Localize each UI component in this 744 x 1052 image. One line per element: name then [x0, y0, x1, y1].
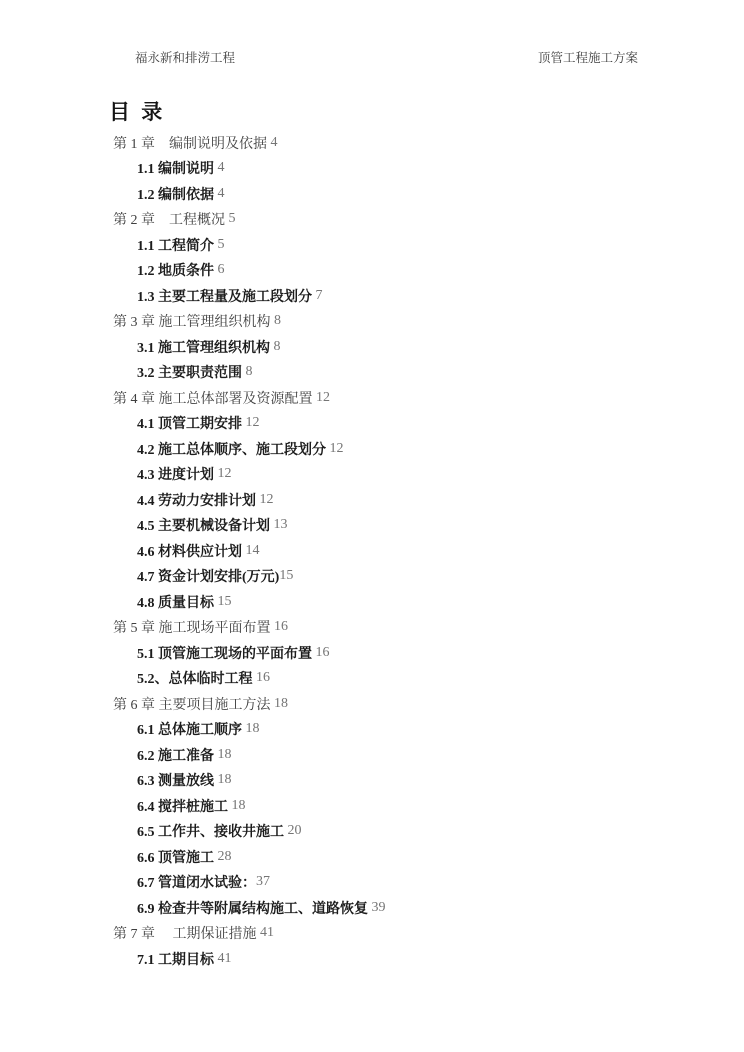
toc-entry-page-number: 37 — [256, 874, 270, 890]
toc-entry-section[interactable] — [113, 589, 638, 615]
toc-entry-section[interactable] — [113, 156, 638, 182]
toc-entry-page-number: 20 — [287, 823, 302, 839]
toc-entry-chapter[interactable] — [113, 921, 638, 947]
toc-entry-label: 6.5 工作井、接收井施工 — [137, 825, 284, 841]
toc-entry-section[interactable] — [113, 334, 638, 360]
toc-entry-page-number: 4 — [270, 134, 278, 150]
toc-entry-page-number: 39 — [371, 899, 386, 915]
toc-entry-page-number: 28 — [217, 848, 232, 864]
toc-entry-page-number: 13 — [273, 517, 288, 533]
toc-entry-label: 第 7 章 工期保证措施 — [113, 927, 257, 943]
toc-entry-page-number: 14 — [245, 542, 260, 558]
toc-entry-page-number: 18 — [217, 772, 232, 788]
toc-entry-label: 4.7 资金计划安排(万元) — [137, 570, 280, 586]
toc-entry-label: 5.2、总体临时工程 — [137, 672, 253, 688]
toc-entry-section[interactable] — [113, 895, 638, 921]
toc-entry-label: 1.1 编制说明 — [137, 162, 214, 178]
toc-entry-section[interactable] — [113, 793, 638, 819]
toc-entry-label: 6.1 总体施工顺序 — [137, 723, 242, 739]
toc-entry-section[interactable] — [113, 283, 638, 309]
toc-entry-label: 6.7 管道闭水试验： — [137, 876, 256, 892]
toc-entry-section[interactable] — [113, 462, 638, 488]
toc-entry-page-number: 12 — [217, 466, 232, 482]
toc-entry-chapter[interactable] — [113, 207, 638, 233]
toc-entry-label: 6.4 搅拌桩施工 — [137, 799, 228, 815]
toc-entry-page-number: 18 — [245, 721, 260, 737]
toc-entry-section[interactable] — [113, 819, 638, 845]
toc-entry-chapter[interactable] — [113, 385, 638, 411]
toc-entry-label: 3.2 主要职责范围 — [137, 366, 242, 382]
toc-entry-page-number: 8 — [245, 364, 253, 380]
toc-entry-section[interactable] — [113, 742, 638, 768]
toc-entry-label: 6.9 检查井等附属结构施工、道路恢复 — [137, 901, 368, 917]
toc-entry-section[interactable] — [113, 411, 638, 437]
toc-entry-page-number: 8 — [273, 338, 281, 354]
toc-entry-label: 第 2 章 工程概况 — [113, 213, 225, 229]
toc-entry-page-number: 16 — [315, 644, 330, 660]
header-project-name: 福永新和排涝工程 — [135, 51, 236, 65]
page-title: 目 录 — [109, 100, 166, 124]
toc-entry-section[interactable] — [113, 870, 638, 896]
toc-entry-page-number: 18 — [231, 797, 246, 813]
toc-entry-label: 1.3 主要工程量及施工段划分 — [137, 289, 312, 305]
toc-entry-section[interactable] — [113, 666, 638, 692]
toc-entry-label: 4.1 顶管工期安排 — [137, 417, 242, 433]
toc-entry-section[interactable] — [113, 640, 638, 666]
toc-entry-page-number: 16 — [274, 619, 288, 635]
toc-entry-label: 1.2 编制依据 — [137, 187, 214, 203]
toc-entry-label: 第 6 章 主要项目施工方法 — [113, 697, 271, 713]
page-header — [113, 50, 638, 66]
toc-entry-label: 第 1 章 编制说明及依据 — [113, 136, 267, 152]
toc-entry-label: 6.2 施工准备 — [137, 748, 214, 764]
toc-entry-page-number: 5 — [228, 211, 236, 227]
toc-entry-page-number: 12 — [245, 415, 260, 431]
toc-entry-label: 第 4 章 施工总体部署及资源配置 — [113, 391, 313, 407]
toc-entry-page-number: 41 — [217, 950, 232, 966]
toc-entry-label: 6.3 测量放线 — [137, 774, 214, 790]
toc-entry-label: 第 5 章 施工现场平面布置 — [113, 621, 271, 637]
toc-entry-page-number: 15 — [217, 593, 232, 609]
toc-entry-page-number: 4 — [217, 160, 225, 176]
toc-entry-section[interactable] — [113, 360, 638, 386]
toc-entry-label: 6.6 顶管施工 — [137, 850, 214, 866]
toc-entry-page-number: 4 — [217, 185, 225, 201]
toc-entry-section[interactable] — [113, 717, 638, 743]
toc-entry-page-number: 18 — [217, 746, 232, 762]
toc-entry-page-number: 12 — [329, 440, 344, 456]
toc-entry-page-number: 6 — [217, 262, 225, 278]
toc-entry-label: 4.2 施工总体顺序、施工段划分 — [137, 442, 326, 458]
toc-entry-section[interactable] — [113, 436, 638, 462]
toc-entry-section[interactable] — [113, 946, 638, 972]
toc-entry-label: 7.1 工期目标 — [137, 952, 214, 968]
toc-list — [113, 130, 638, 972]
toc-entry-label: 4.5 主要机械设备计划 — [137, 519, 270, 535]
toc-entry-chapter[interactable] — [113, 309, 638, 335]
toc-entry-page-number: 8 — [274, 313, 281, 329]
toc-entry-section[interactable] — [113, 844, 638, 870]
toc-entry-label: 4.3 进度计划 — [137, 468, 214, 484]
toc-entry-label: 第 3 章 施工管理组织机构 — [113, 315, 271, 331]
toc-entry-page-number: 12 — [316, 389, 330, 405]
header-doc-name: 顶管工程施工方案 — [537, 51, 638, 65]
toc-entry-label: 1.2 地质条件 — [137, 264, 214, 280]
toc-entry-page-number: 41 — [260, 925, 274, 941]
toc-entry-chapter[interactable] — [113, 130, 638, 156]
toc-entry-section[interactable] — [113, 768, 638, 794]
toc-entry-page-number: 15 — [279, 568, 294, 584]
toc-entry-page-number: 16 — [256, 670, 270, 686]
toc-entry-label: 5.1 顶管施工现场的平面布置 — [137, 646, 312, 662]
toc-entry-page-number: 18 — [274, 695, 288, 711]
toc-entry-label: 4.4 劳动力安排计划 — [137, 493, 256, 509]
toc-entry-section[interactable] — [113, 232, 638, 258]
toc-entry-section[interactable] — [113, 258, 638, 284]
toc-entry-section[interactable] — [113, 513, 638, 539]
toc-entry-label: 4.6 材料供应计划 — [137, 544, 242, 560]
toc-entry-label: 4.8 质量目标 — [137, 595, 214, 611]
toc-entry-section[interactable] — [113, 181, 638, 207]
toc-entry-page-number: 5 — [217, 236, 225, 252]
toc-entry-label: 3.1 施工管理组织机构 — [137, 340, 270, 356]
toc-entry-page-number: 7 — [315, 287, 323, 303]
toc-entry-chapter[interactable] — [113, 615, 638, 641]
toc-entry-section[interactable] — [113, 487, 638, 513]
toc-entry-section[interactable] — [113, 564, 638, 590]
toc-entry-chapter[interactable] — [113, 691, 638, 717]
toc-entry-section[interactable] — [113, 538, 638, 564]
toc-entry-page-number: 12 — [259, 491, 274, 507]
toc-entry-label: 1.1 工程简介 — [137, 238, 214, 254]
